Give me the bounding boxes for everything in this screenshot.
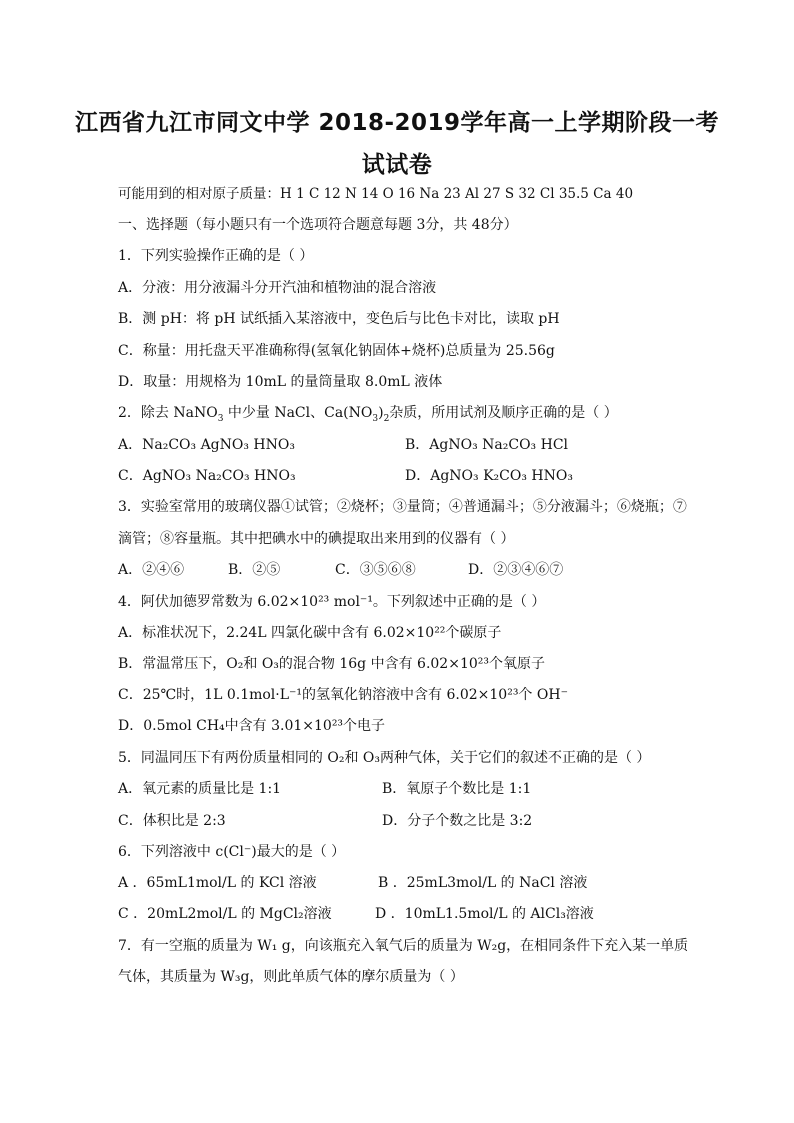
q4-option-b: B．常温常压下，O₂和 O₃的混合物 16g 中含有 6.02×10²³个氧原子 — [118, 656, 545, 672]
q5-stem: 5．同温同压下有两份质量相同的 O₂和 O₃两种气体，关于它们的叙述不正确的是（ ） — [118, 750, 651, 766]
q1-option-b: B．测 pH：将 pH 试纸插入某溶液中，变色后与比色卡对比，读取 pH — [118, 311, 560, 327]
q2-stem-part1: 2．除去 NaNO — [118, 405, 218, 421]
q2-option-c: C．AgNO₃ Na₂CO₃ HNO₃ — [118, 468, 296, 484]
q1-option-a: A．分液：用分液漏斗分开汽油和植物油的混合溶液 — [118, 280, 437, 296]
q3-stem-line1: 3．实验室常用的玻璃仪器①试管；②烧杯；③量筒；④普通漏斗；⑤分液漏斗；⑥烧瓶；⑦ — [118, 499, 687, 515]
q3-option-c: C．③⑤⑥⑧ — [335, 562, 416, 578]
q4-stem: 4．阿伏加德罗常数为 6.02×10²³ mol⁻¹。下列叙述中正确的是（ ） — [118, 594, 546, 610]
q3-option-b: B．②⑤ — [228, 562, 281, 578]
q5-option-d: D．分子个数之比是 3:2 — [382, 813, 533, 829]
q3-option-d: D．②③④⑥⑦ — [468, 562, 564, 578]
q4-option-d: D．0.5mol CH₄中含有 3.01×10²³个电子 — [118, 718, 386, 734]
q1-option-c: C．称量：用托盘天平准确称得(氢氧化钠固体+烧杯)总质量为 25.56g — [118, 343, 555, 359]
q4-option-a: A．标准状况下，2.24L 四氯化碳中含有 6.02×10²²个碳原子 — [118, 625, 502, 641]
q2-stem-part2: 中少量 NaCl、Ca(NO — [223, 405, 373, 421]
q6-option-c: C ．20mL2mol/L 的 MgCl₂溶液 — [118, 906, 332, 922]
q2-option-d: D．AgNO₃ K₂CO₃ HNO₃ — [405, 468, 573, 484]
q5-option-a: A．氧元素的质量比是 1:1 — [118, 781, 282, 797]
q2-stem-part3: 杂质，所用试剂及顺序正确的是（ ） — [389, 405, 618, 421]
q7-stem-line1: 7．有一空瓶的质量为 W₁ g，向该瓶充入氧气后的质量为 W₂g，在相同条件下充入某一单质 — [118, 938, 689, 954]
q2-stem: 2．除去 NaNO$_3$ 中少量 NaCl、$Ca(NO_3)_2$杂质，所用试剂及顺序正确的是（ ） — [118, 405, 618, 424]
exam-title-line2: 试试卷 — [361, 152, 433, 178]
q7-stem-line2: 气体，其质量为 W₃g，则此单质气体的摩尔质量为（ ） — [118, 969, 464, 985]
q6-option-a: A ．65mL1mol/L 的 KCl 溶液 — [118, 875, 317, 891]
q6-stem: 6．下列溶液中 c(Cl⁻)最大的是（ ） — [118, 844, 346, 860]
q3-option-a: A．②④⑥ — [118, 562, 185, 578]
q1-stem: 1．下列实验操作正确的是（ ） — [118, 248, 314, 264]
q5-option-b: B．氧原子个数比是 1:1 — [382, 781, 532, 797]
q2-option-b: B．AgNO₃ Na₂CO₃ HCl — [405, 437, 569, 453]
q4-option-c: C．25℃时，1L 0.1mol·L⁻¹的氢氧化钠溶液中含有 6.02×10²³个 OH⁻ — [118, 687, 568, 703]
exam-title-line1: 江西省九江市同文中学 2018-2019学年高一上学期阶段一考 — [74, 110, 720, 136]
atomic-masses: 可能用到的相对原子质量：H 1 C 12 N 14 O 16 Na 23 Al 27 S 32 Cl 35.5 Ca 40 — [118, 186, 634, 202]
q6-option-d: D ．10mL1.5mol/L 的 AlCl₃溶液 — [375, 906, 594, 922]
q5-option-c: C．体积比是 2:3 — [118, 813, 226, 829]
q1-option-d: D．取量：用规格为 10mL 的量筒量取 8.0mL 液体 — [118, 374, 443, 390]
q3-stem-line2: 滴管；⑧容量瓶。其中把碘水中的碘提取出来用到的仪器有（ ） — [118, 531, 515, 547]
section-heading: 一、选择题（每小题只有一个选项符合题意每题 3分，共 48分） — [118, 217, 518, 233]
q6-option-b: B ．25mL3mol/L 的 NaCl 溶液 — [378, 875, 588, 891]
q2-option-a: A．Na₂CO₃ AgNO₃ HNO₃ — [118, 437, 295, 453]
